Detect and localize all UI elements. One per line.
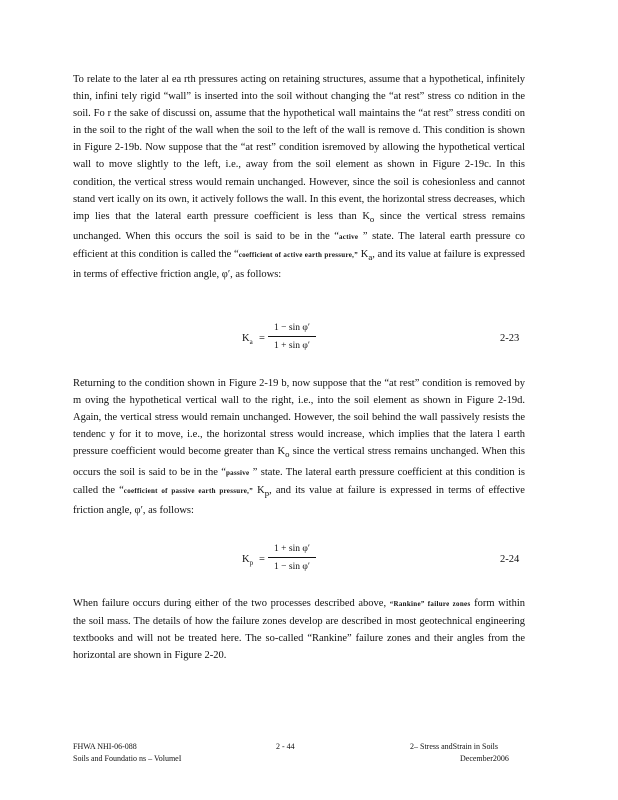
text: , and its value at failure is expressed in terms of effective friction angle,: [73, 249, 525, 281]
footer-chapter-title: 2– Stress andStrain in Soils: [410, 742, 499, 751]
text: since the vertical stress remains unchanged. When this occurs the soil is said to be in the “: [73, 446, 525, 478]
subscript: a: [368, 252, 373, 263]
text: To relate to the later al ea rth pressures acting on retaining structures, assume that a hypothetical, infinitely thin, infini tely rigid “wall” is inserted into the soil without changing the “at rest” stress co ndition in the soil. Fo r the sake of discussi on, assume that the hypothetical wall maintains the “at rest” stress conditi on in the soil to the right of the wall when the soil to the left of the wall is remove d. This condition is shown in Figure 2-19b. Now suppose that the “at rest” condition isremoved by allowing the hypothetical vertical wall to move slightly to the left, i.e., away from the soil element as shown in Figure 2-19c. In this condition, the vertical stress would remain unchanged. However, since the soil is cohesionless and cannot stand vert ically on its own, it actively follows the wall. In this event, the horizontal stress decreases, which imp lies that the lateral earth pressure coefficient is less than K: [73, 74, 525, 222]
k-symbol: K: [242, 554, 250, 565]
subscript: o: [369, 213, 375, 224]
equation-2-23: [0, 320, 618, 360]
text: Returning to the condition shown in Figure 2-19 b, now suppose that the “at rest” condition is removed by m oving the hypothetical vertical wall to the right, i.e., into the soil element as shown in Figure 2-19d. Again, the vertical stress would remain unchanged. However, the soil behind the wall passively resists the tendenc y for it to move, i.e., the horizontal stress would increase, which implies that the latera l earth pressure coefficient would become greater than K: [73, 378, 525, 458]
page-number: 2 - 44: [276, 742, 295, 751]
denominator: 1 + sin φ′: [274, 341, 310, 351]
active-state-term: active: [338, 232, 359, 241]
equation-number: 2-23: [500, 333, 520, 344]
paragraph-active-pressure: [73, 71, 525, 283]
rankine-term: “Rankine” failure zones: [389, 600, 471, 608]
passive-coefficient-term: coefficient of passive earth pressure,”: [123, 486, 253, 495]
footer-volume-title: Soils and Foundatio ns – VolumeI: [73, 754, 182, 763]
equation-number: 2-24: [500, 554, 520, 565]
fraction: [268, 542, 316, 574]
footer-right: [410, 741, 509, 765]
text: , as follows:: [230, 269, 282, 281]
phi-symbol: φ′: [221, 269, 231, 281]
footer-report-number: FHWA NHI-06-088: [73, 742, 137, 751]
denominator: 1 − sin φ′: [274, 562, 310, 572]
passive-state-term: passive: [225, 468, 250, 477]
text: form within the soil mass. The details of how the failure zones develop are described in most geotechnical engineering textbooks and will not be treated here. The so-called “Rankine” failure zones and their angles from the horizontal are shown in Figure 2-20.: [73, 598, 525, 662]
k-symbol: K: [242, 333, 250, 344]
active-coefficient-term: coefficient of active earth pressure,”: [238, 251, 359, 260]
footer-date: December2006: [460, 754, 509, 763]
footer-center: [276, 741, 295, 753]
text: K: [358, 249, 369, 261]
equation-lhs: [242, 333, 253, 346]
text: , as follows:: [142, 504, 194, 516]
text: ” state. The lateral earth pressure co efficient at this condition is called the “: [73, 230, 525, 261]
equals-sign: =: [259, 554, 265, 565]
numerator: 1 + sin φ′: [274, 544, 310, 554]
subscript: p: [264, 487, 270, 498]
equation-lhs: [242, 554, 253, 567]
text: since the vertical stress remains unchanged. When this occurs the soil is said to be in the “: [73, 210, 525, 242]
fraction-bar: [268, 557, 316, 558]
text: , and its value at failure is expressed in terms of effective friction angle,: [73, 484, 525, 516]
subscript: a: [249, 338, 253, 347]
fraction: [268, 321, 316, 353]
paragraph-rankine-zones: [73, 595, 525, 664]
numerator: 1 − sin φ′: [274, 323, 310, 333]
fraction-bar: [268, 336, 316, 337]
text: K: [253, 484, 265, 496]
subscript: p: [249, 559, 254, 568]
subscript: o: [285, 449, 290, 460]
text: When failure occurs during either of the two processes described above,: [73, 598, 390, 609]
equals-sign: =: [259, 333, 265, 344]
footer-left: [73, 741, 181, 765]
phi-symbol: φ′: [134, 504, 143, 516]
equation-2-24: [0, 541, 618, 581]
paragraph-passive-pressure: [73, 375, 525, 519]
text: ” state. The lateral earth pressure coefficient at this condition is called the “: [73, 466, 525, 496]
